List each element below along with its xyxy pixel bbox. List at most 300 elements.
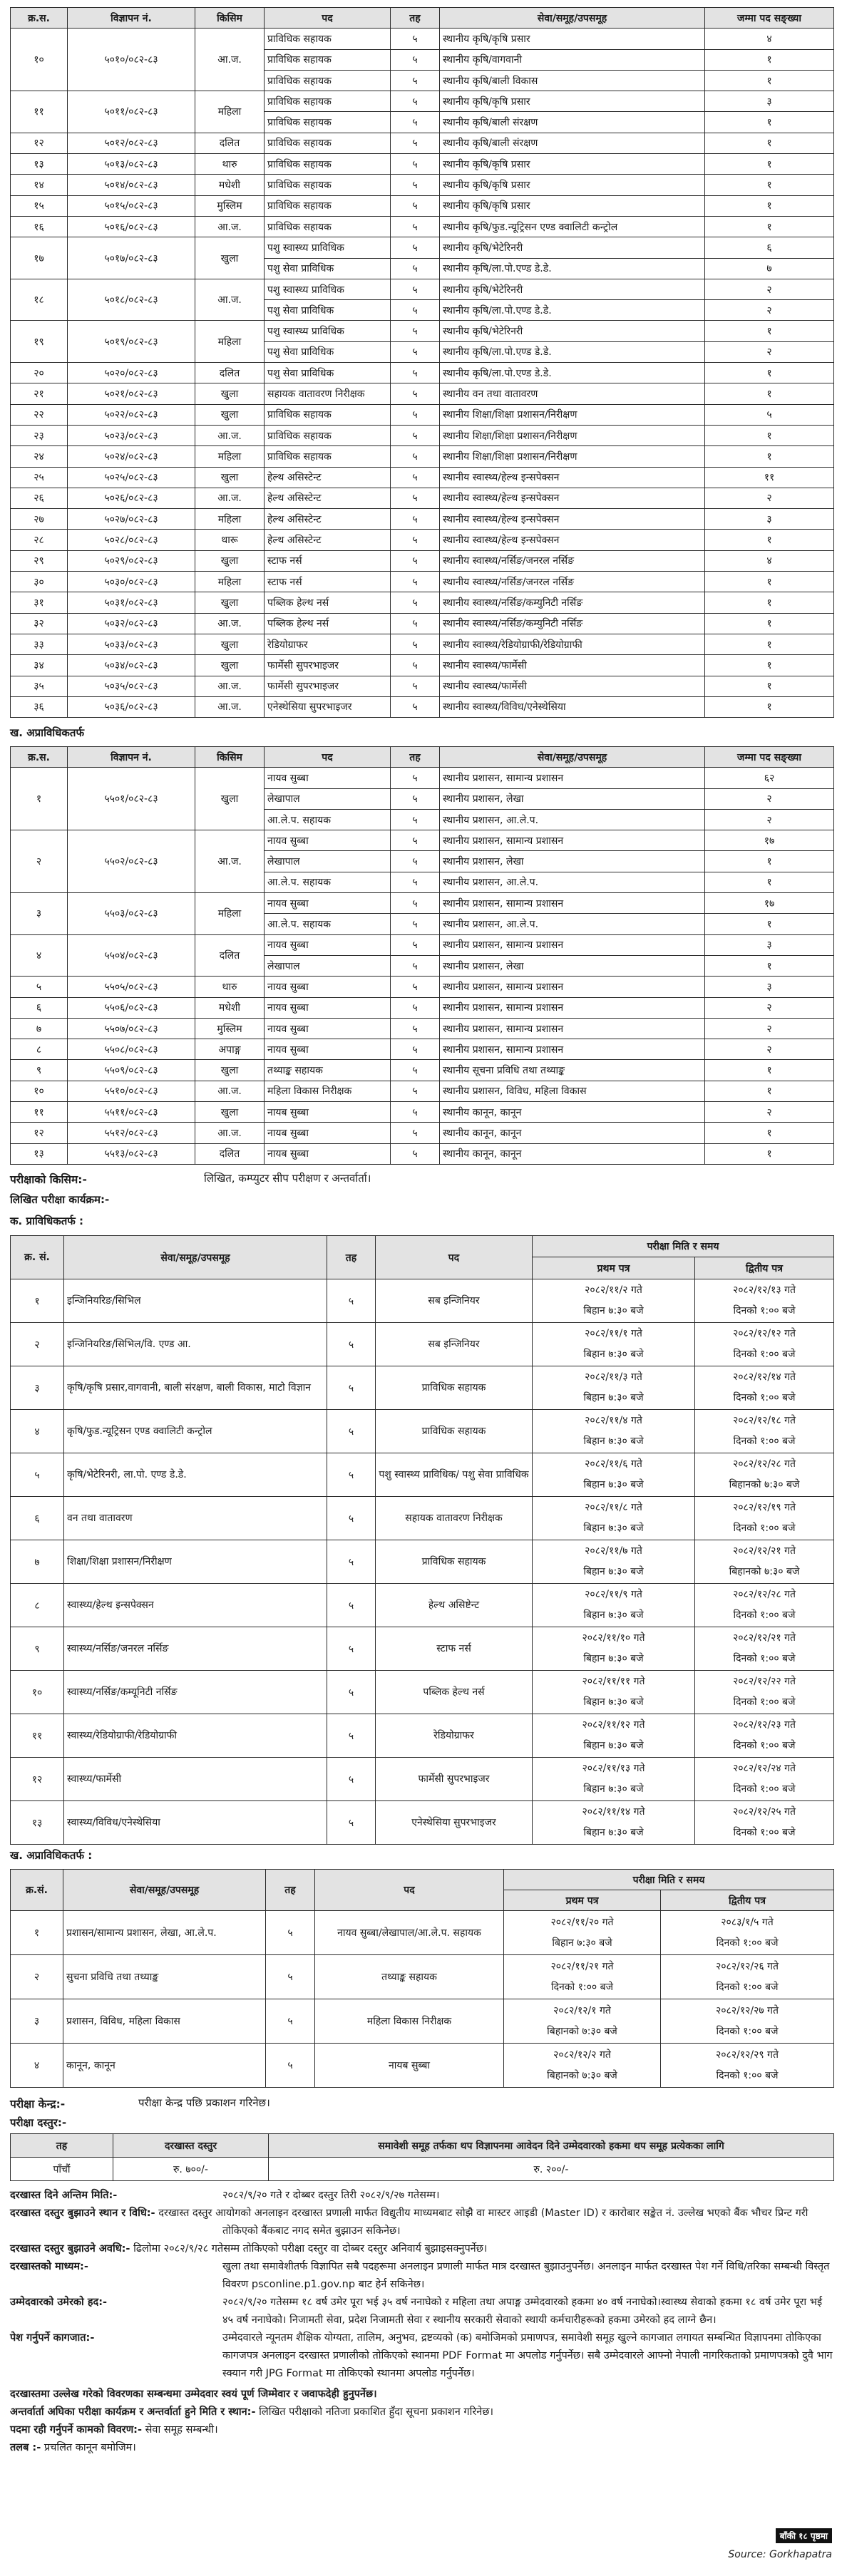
post-count: ११ (705, 467, 834, 488)
ad-number: ५०११/०८२-८३ (68, 91, 195, 133)
post: नायव सुब्बा (265, 768, 391, 788)
service: इन्जिनियरिङ/सिभिल (64, 1279, 327, 1323)
category: आ.ज. (195, 1123, 265, 1143)
post-count: १ (705, 530, 834, 550)
paper2-datetime (695, 1453, 834, 1497)
level: ५ (391, 830, 440, 851)
header-service: सेवा/समूह/उपसमूह (63, 1870, 266, 1911)
level: ५ (327, 1497, 376, 1540)
level: ५ (391, 676, 440, 696)
ad-number: ५०२१/०८२-८३ (68, 383, 195, 404)
level: ५ (391, 696, 440, 717)
level: ५ (391, 425, 440, 445)
exam-type (10, 1171, 371, 1187)
level: ५ (391, 851, 440, 872)
level: ५ (391, 446, 440, 467)
sn: ६ (11, 1497, 64, 1540)
paper1-datetime (533, 1497, 695, 1540)
info-label: दरखास्तको माध्यम:- (10, 2261, 88, 2272)
post: पशु स्वास्थ्य प्राविधिक (265, 279, 391, 299)
level: ५ (391, 216, 440, 237)
header-service: सेवा/समूह/उपसमूह (440, 747, 705, 768)
category: आ.ज. (195, 488, 265, 508)
category: खुला (195, 655, 265, 676)
table-row (11, 830, 834, 851)
salary-label: तलब :- (10, 2442, 41, 2453)
category: आ.ज. (195, 696, 265, 717)
header-level: तह (266, 1870, 315, 1911)
post: सब इन्जिनियर (376, 1323, 533, 1366)
technical-exam-schedule-table (10, 1235, 834, 1845)
post: पशु सेवा प्राविधिक (265, 258, 391, 279)
level: ५ (391, 49, 440, 70)
post: हेल्थ असिस्टेन्ट (265, 488, 391, 508)
ad-number: ५०३०/०८२-८३ (68, 572, 195, 592)
service: स्थानीय शिक्षा/शिक्षा प्रशासन/निरीक्षण (440, 425, 705, 445)
category: आ.ज. (195, 1081, 265, 1101)
paper2-date: २०८२/१२/१३ गते (733, 1284, 796, 1296)
post: हेल्थ असिष्टेन्ट (376, 1584, 533, 1627)
paper1-time: बिहान ७:३० बजे (583, 1436, 644, 1447)
post-count: ६२ (705, 768, 834, 788)
table-row (11, 1999, 834, 2044)
paper2-time: दिनको १:०० बजे (733, 1653, 796, 1664)
service: स्थानीय प्रशासन, आ.ले.प. (440, 872, 705, 892)
header-count: जम्मा पद सङ्ख्या (705, 8, 834, 29)
post: प्राविधिक सहायक (265, 29, 391, 49)
level: ५ (266, 1999, 315, 2044)
level: ५ (327, 1758, 376, 1801)
sn: ६ (11, 997, 68, 1018)
post-count: १ (705, 634, 834, 654)
post: पशु स्वास्थ्य प्राविधिक/ पशु सेवा प्राविधिक (376, 1453, 533, 1497)
post-count: १ (705, 383, 834, 404)
sn: ७ (11, 1018, 68, 1039)
post-count: २ (705, 1039, 834, 1060)
post: फार्मेसी सुपरभाइजर (265, 655, 391, 676)
exam-type-label: परीक्षाको किसिम:- (10, 1173, 87, 1186)
paper2-datetime (695, 1584, 834, 1627)
fee-header-level: तह (11, 2134, 113, 2158)
info-value: उम्मेदवारले न्यूनतम शैक्षिक योग्यता, तालिम, अनुभव, द्रष्टव्यको (क) बमोजिमको प्रमाणपत्र, समावेशी समूह खुल्ने कागजात लगायत सम्बन्धित विज्ञापनमा तोकिएका कागजपत्र अनलाइन दरखास्त प्रणालीको तोकिएको स्थानमा PDF Format मा अपलोड गर्नुपर्नेछ। सबै उम्मेदवारले आफ्नो नेपाली नागरिकताको प्रमाणपत्रको दुवै भाग स्क्यान गरी JPG Format मा तोकिएको स्थानमा अपलोड गर्नुपर्नेछ। (222, 2332, 833, 2379)
paper2-time: दिनको १:०० बजे (733, 1696, 796, 1708)
paper2-date: २०८२/१२/१८ गते (733, 1415, 796, 1426)
service: स्थानीय स्वास्थ्य/नर्सिङ/कम्युनिटी नर्सिङ (440, 613, 705, 634)
info-value: दरखास्त दस्तुर आयोगको अनलाइन दरखास्त प्रणाली मार्फत विद्युतीय माध्यमबाट सोझै वा मास्टर आइडी (Master ID) र कारोबार सङ्केत नं. उल्लेख भएको बैंक भौचर प्रिन्ट गरी तोकिएको बैंकबाट नगद समेत बुझाउन सकिनेछ। (158, 2207, 808, 2237)
table-row (11, 195, 834, 216)
post-count: १ (705, 425, 834, 445)
service: स्वास्थ्य/विविध/एनेस्थेसिया (64, 1801, 327, 1845)
paper2-date: २०८२/१२/२१ गते (733, 1632, 796, 1644)
ad-number: ५०२०/०८२-८३ (68, 363, 195, 383)
paper2-time: बिहानको ७:३० बजे (729, 1479, 800, 1490)
ad-number: ५०३४/०८२-८३ (68, 655, 195, 676)
table-row (11, 2158, 834, 2181)
paper1-time: बिहान ७:३० बजे (583, 1349, 644, 1360)
level: ५ (327, 1627, 376, 1671)
level: ५ (327, 1584, 376, 1627)
header-datetime: परीक्षा मिति र समय (504, 1870, 834, 1890)
header-sn: क्र.स. (11, 747, 68, 768)
salary-value: प्रचलित कानून बमोजिम। (43, 2442, 136, 2453)
level: ५ (391, 404, 440, 425)
service: कृषि/कृषि प्रसार,वागवानी, बाली संरक्षण, बाली विकास, माटो विज्ञान (64, 1366, 327, 1410)
level: ५ (391, 112, 440, 133)
sn: ९ (11, 1060, 68, 1081)
nontechnical-posts-table (10, 746, 834, 1165)
service: स्थानीय स्वास्थ्य/फार्मेसी (440, 676, 705, 696)
sn: ३ (11, 1366, 64, 1410)
post-count: १ (705, 676, 834, 696)
service: स्थानीय कृषि/ला.पो.एण्ड डे.डे. (440, 300, 705, 321)
info-label: दरखास्त दस्तुर बुझाउने अवधि:- (10, 2243, 130, 2255)
post: नायव सुब्बा (265, 977, 391, 997)
post: हेल्थ असिस्टेन्ट (265, 467, 391, 488)
table-row (11, 154, 834, 175)
nontechnical-exam-schedule-table (10, 1869, 834, 2088)
ad-number: ५०३१/०८२-८३ (68, 592, 195, 613)
sn: ११ (11, 91, 68, 133)
paper2-time: दिनको १:०० बजे (733, 1349, 796, 1360)
ad-number: ५५१०/०८२-८३ (68, 1081, 195, 1101)
post-count: ३ (705, 509, 834, 530)
ad-number: ५५०९/०८२-८३ (68, 1060, 195, 1081)
level: ५ (391, 195, 440, 216)
table-header-row (11, 1236, 834, 1257)
level: ५ (391, 997, 440, 1018)
level: ५ (266, 2044, 315, 2088)
info-item (10, 2205, 833, 2240)
service: स्थानीय वन तथा वातावरण (440, 383, 705, 404)
level: ५ (391, 91, 440, 112)
post: प्राविधिक सहायक (265, 91, 391, 112)
sn: १४ (11, 175, 68, 195)
category: खुला (195, 467, 265, 488)
level: ५ (391, 467, 440, 488)
category: आ.ज. (195, 29, 265, 91)
paper2-time: दिनको १:०० बजे (733, 1740, 796, 1751)
paper1-date: २०८२/११/१ गते (585, 1328, 642, 1339)
level: ५ (391, 530, 440, 550)
paper2-date: २०८२/१२/२८ गते (733, 1458, 796, 1470)
service: स्थानीय स्वास्थ्य/हेल्थ इन्सपेक्सन (440, 530, 705, 550)
level: ५ (391, 1123, 440, 1143)
paper2-time: दिनको १:०० बजे (733, 1523, 796, 1534)
info-item (10, 2258, 833, 2294)
level: ५ (391, 634, 440, 654)
paper2-datetime (661, 1911, 834, 1955)
level: ५ (391, 488, 440, 508)
sn: ३ (11, 1999, 63, 2044)
service: स्थानीय प्रशासन, सामान्य प्रशासन (440, 768, 705, 788)
paper1-date: २०८२/११/३ गते (585, 1371, 642, 1383)
post-count: १ (705, 872, 834, 892)
level: ५ (391, 955, 440, 976)
ad-number: ५०१५/०८२-८३ (68, 195, 195, 216)
sn: २३ (11, 425, 68, 445)
level: ५ (391, 934, 440, 955)
fee-header-additional: समावेशी समूह तर्फका थप विज्ञापनमा आवेदन दिने उम्मेदवारको हकमा थप समूह प्रत्येकका लागि (269, 2134, 834, 2158)
category: आ.ज. (195, 676, 265, 696)
sn: १० (11, 1081, 68, 1101)
table-row (11, 1671, 834, 1714)
paper1-datetime (533, 1627, 695, 1671)
level: ५ (391, 550, 440, 571)
level: ५ (391, 1039, 440, 1060)
sn: १७ (11, 237, 68, 279)
post: तथ्याङ्क सहायक (315, 1955, 504, 1999)
header-type: किसिम (195, 747, 265, 768)
info-value: २०८२/९/२० गते र दोब्बर दस्तुर तिरी २०८२/९/२७ गतेसम्म। (222, 2190, 440, 2201)
fee-level: पाँचौं (11, 2158, 113, 2181)
fee-header-application: दरखास्त दस्तुर (113, 2134, 269, 2158)
post: लेखापाल (265, 788, 391, 809)
sn: १० (11, 29, 68, 91)
paper2-datetime (695, 1497, 834, 1540)
paper2-date: २०८२/१२/२५ गते (733, 1806, 796, 1818)
service: स्थानीय स्वास्थ्य/हेल्थ इन्सपेक्सन (440, 467, 705, 488)
exam-type-value: लिखित, कम्प्युटर सीप परीक्षण र अन्तर्वार्ता। (204, 1172, 371, 1185)
post: प्राविधिक सहायक (265, 70, 391, 91)
continued-badge: बाँकी १८ पृष्ठमा (776, 2528, 832, 2543)
table-row (11, 467, 834, 488)
sn: १९ (11, 321, 68, 363)
sn: २९ (11, 550, 68, 571)
paper2-date: २०८२/१२/२६ गते (716, 1960, 779, 1972)
paper1-datetime (533, 1279, 695, 1323)
sn: २४ (11, 446, 68, 467)
service: कानून, कानून (63, 2044, 266, 2088)
sn: १ (11, 1279, 64, 1323)
paper1-datetime (533, 1540, 695, 1584)
level: ५ (391, 592, 440, 613)
info-item (10, 2240, 833, 2258)
level: ५ (391, 383, 440, 404)
service: स्थानीय स्वास्थ्य/विविध/एनेस्थेसिया (440, 696, 705, 717)
level: ५ (266, 1911, 315, 1955)
paper2-date: २०८२/१२/१४ गते (733, 1371, 796, 1383)
post: सहायक वातावरण निरीक्षक (265, 383, 391, 404)
table-row (11, 1540, 834, 1584)
post-count: ४ (705, 29, 834, 49)
level: ५ (391, 133, 440, 153)
post-count: १ (705, 696, 834, 717)
category: मधेशी (195, 997, 265, 1018)
ad-number: ५०२७/०८२-८३ (68, 509, 195, 530)
level: ५ (391, 300, 440, 321)
post-count: १ (705, 613, 834, 634)
post: पशु सेवा प्राविधिक (265, 300, 391, 321)
post-count: १ (705, 851, 834, 872)
level: ५ (391, 1060, 440, 1081)
category: थारु (195, 154, 265, 175)
header-type: किसिम (195, 8, 265, 29)
ad-number: ५०२२/०८२-८३ (68, 404, 195, 425)
post: लेखापाल (265, 851, 391, 872)
table-row (11, 1366, 834, 1410)
section-kha-exam-title: ख. अप्राविधिकतर्फ : (10, 1849, 93, 1862)
category: दलित (195, 934, 265, 977)
category: दलित (195, 1143, 265, 1164)
post-count: २ (705, 997, 834, 1018)
level: ५ (391, 341, 440, 362)
post: नायब सुब्बा (265, 1123, 391, 1143)
header-paper2: द्वितीय पत्र (695, 1257, 834, 1279)
paper1-datetime (504, 1999, 661, 2044)
sn: १६ (11, 216, 68, 237)
level: ५ (327, 1540, 376, 1584)
post-count: १ (705, 175, 834, 195)
header-count: जम्मा पद सङ्ख्या (705, 747, 834, 768)
paper1-date: २०८२/११/६ गते (585, 1458, 642, 1470)
paper2-time: दिनको १:०० बजे (733, 1436, 796, 1447)
paper2-datetime (695, 1671, 834, 1714)
ad-number: ५५१३/०८२-८३ (68, 1143, 195, 1164)
header-post: पद (265, 8, 391, 29)
level: ५ (391, 258, 440, 279)
post-count: १ (705, 195, 834, 216)
service: स्वास्थ्य/नर्सिङ/जनरल नर्सिङ (64, 1627, 327, 1671)
level: ५ (391, 154, 440, 175)
table-row (11, 768, 834, 788)
category: खुला (195, 404, 265, 425)
category: खुला (195, 768, 265, 830)
post: नायब सुब्बा (315, 2044, 504, 2088)
post-count: १ (705, 154, 834, 175)
service: कृषि/फुड.न्यूट्रिसन एण्ड क्वालिटी कन्ट्रोल (64, 1410, 327, 1453)
level: ५ (391, 893, 440, 914)
post: स्टाफ नर्स (265, 572, 391, 592)
paper1-time: बिहान ७:३० बजे (583, 1696, 644, 1708)
table-row (11, 1102, 834, 1123)
post-count: १ (705, 49, 834, 70)
post: सहायक वातावरण निरीक्षक (376, 1497, 533, 1540)
post: प्राविधिक सहायक (265, 195, 391, 216)
sn: ३० (11, 572, 68, 592)
table-row (11, 1911, 834, 1955)
category: दलित (195, 133, 265, 153)
table-row (11, 2044, 834, 2088)
ad-number: ५५०६/०८२-८३ (68, 997, 195, 1018)
info-item (10, 2329, 833, 2383)
info-value: ढिलोमा २०८२/९/२८ गतेसम्म तोकिएको परीक्षा दस्तुर वा दोब्बर दस्तुर अनिवार्य बुझाइसक्नुपर्नेछ। (133, 2243, 488, 2255)
post-count: १ (705, 446, 834, 467)
category: आ.ज. (195, 425, 265, 445)
post-count: १ (705, 1143, 834, 1164)
table-row (11, 893, 834, 914)
paper1-date: २०८२/११/२० गते (550, 1916, 614, 1928)
header-ad-no: विज्ञापन नं. (68, 8, 195, 29)
post: पशु स्वास्थ्य प्राविधिक (265, 321, 391, 341)
salary-info (10, 2439, 833, 2457)
paper2-date: २०८२/१२/२४ गते (733, 1763, 796, 1774)
service: स्थानीय प्रशासन, सामान्य प्रशासन (440, 893, 705, 914)
technical-posts-table-block (10, 7, 833, 718)
paper2-time: दिनको १:०० बजे (716, 2069, 779, 2081)
table-row (11, 550, 834, 571)
paper2-datetime (695, 1714, 834, 1758)
info-label: उम्मेदवारको उमेरको हद:- (10, 2297, 108, 2308)
paper1-date: २०८२/११/२१ गते (550, 1960, 614, 1972)
table-row (11, 1018, 834, 1039)
level: ५ (391, 914, 440, 934)
table-row (11, 404, 834, 425)
service: वन तथा वातावरण (64, 1497, 327, 1540)
table-row (11, 1497, 834, 1540)
post-count: १ (705, 112, 834, 133)
table-row (11, 29, 834, 49)
category: आ.ज. (195, 279, 265, 321)
paper1-time: बिहान ७:३० बजे (583, 1392, 644, 1403)
post: प्राविधिक सहायक (265, 425, 391, 445)
fee-application: रु. ७००/- (113, 2158, 269, 2181)
table-header-row (11, 8, 834, 29)
ad-number: ५०१४/०८२-८३ (68, 175, 195, 195)
category: आ.ज. (195, 830, 265, 893)
service: कृषि/भेटेरिनरी, ला.पो. एण्ड डे.डे. (64, 1453, 327, 1497)
paper1-date: २०८२/११/९ गते (585, 1589, 642, 1600)
paper2-date: २०८२/१२/१९ गते (733, 1502, 796, 1513)
post: प्राविधिक सहायक (376, 1540, 533, 1584)
category: दलित (195, 363, 265, 383)
post: पब्लिक हेल्थ नर्स (265, 613, 391, 634)
post: पशु स्वास्थ्य प्राविधिक (265, 237, 391, 258)
sn: ४ (11, 2044, 63, 2088)
paper1-date: २०८२/११/११ गते (582, 1676, 645, 1687)
paper1-datetime (504, 2044, 661, 2088)
header-datetime: परीक्षा मिति र समय (533, 1236, 834, 1257)
ad-number: ५०३६/०८२-८३ (68, 696, 195, 717)
paper1-datetime (533, 1366, 695, 1410)
info-value: २०८२/९/२० गतेसम्म १८ वर्ष उमेर पूरा भई ३५ वर्ष ननाघेको र महिला तथा अपाङ्ग उम्मेदवारको हकमा ४० वर्ष ननाघेको।स्वास्थ्य सेवाको हकमा १८ वर्ष उमेर पूरा भई ४५ वर्ष ननाघेको। निजामती सेवा, प्रदेश निजामती सेवा र स्थानीय सरकारी सेवाको स्थायी कर्मचारीहरूको हकमा उमेरको हद लाग्ने छैन। (222, 2297, 823, 2326)
paper2-time: दिनको १:०० बजे (716, 1937, 779, 1949)
ad-number: ५५१२/०८२-८३ (68, 1123, 195, 1143)
level: ५ (391, 237, 440, 258)
sn: ३४ (11, 655, 68, 676)
paper2-datetime (695, 1627, 834, 1671)
level: ५ (391, 977, 440, 997)
table-header-row (11, 2134, 834, 2158)
post: पब्लिक हेल्थ नर्स (376, 1671, 533, 1714)
category: आ.ज. (195, 613, 265, 634)
header-paper1: प्रथम पत्र (533, 1257, 695, 1279)
sn: २५ (11, 467, 68, 488)
table-header-row (11, 747, 834, 768)
info-item (10, 2187, 833, 2205)
header-level: तह (391, 747, 440, 768)
post-count: ६ (705, 237, 834, 258)
post: पब्लिक हेल्थ नर्स (265, 592, 391, 613)
sn: ११ (11, 1714, 64, 1758)
table-row (11, 997, 834, 1018)
nontechnical-exam-schedule-block (10, 1869, 833, 2088)
service: स्थानीय शिक्षा/शिक्षा प्रशासन/निरीक्षण (440, 446, 705, 467)
level: ५ (327, 1714, 376, 1758)
header-post: पद (315, 1870, 504, 1911)
table-row (11, 237, 834, 258)
service: शिक्षा/शिक्षा प्रशासन/निरीक्षण (64, 1540, 327, 1584)
post: प्राविधिक सहायक (265, 404, 391, 425)
post: सब इन्जिनियर (376, 1279, 533, 1323)
ad-number: ५०३२/०८२-८३ (68, 613, 195, 634)
ad-number: ५०१०/०८२-८३ (68, 29, 195, 91)
table-row (11, 1453, 834, 1497)
paper1-time: बिहानको ७:३० बजे (547, 2025, 617, 2037)
post: आ.ले.प. सहायक (265, 872, 391, 892)
sn: १८ (11, 279, 68, 321)
table-row (11, 175, 834, 195)
header-post: पद (376, 1236, 533, 1279)
